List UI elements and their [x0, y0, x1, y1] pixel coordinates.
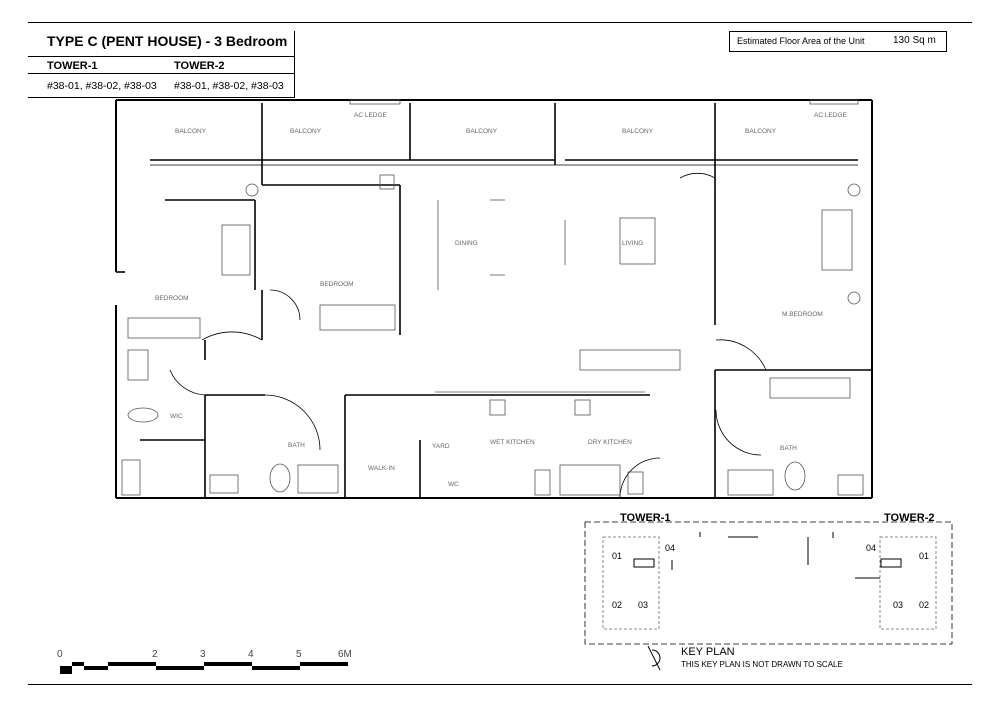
- room-label-dry-kitchen: DRY KITCHEN: [588, 439, 632, 446]
- key-plan: [585, 512, 952, 670]
- scale-label-3: 3: [200, 649, 206, 660]
- scale-label-6m: 6M: [338, 649, 352, 660]
- room-label-yard: YARD: [432, 443, 450, 450]
- room-label-living: LIVING: [622, 240, 644, 247]
- key-plan-title: KEY PLAN: [681, 646, 735, 658]
- key-plan-tower1-label: TOWER-1: [620, 512, 671, 524]
- room-label-bath-2: BATH: [780, 445, 797, 452]
- unit-type-title: TYPE C (PENT HOUSE) - 3 Bedroom: [47, 33, 288, 49]
- room-label-walk-in: WALK-IN: [368, 465, 395, 472]
- room-label-master-bedroom: M.BEDROOM: [782, 311, 823, 318]
- room-label-balcony-5: BALCONY: [745, 128, 777, 135]
- tower2-heading: TOWER-2: [174, 60, 225, 72]
- key-plan-t1-02: 02: [612, 600, 623, 610]
- room-label-balcony-2: BALCONY: [290, 128, 322, 135]
- room-label-balcony-3: BALCONY: [466, 128, 498, 135]
- tower1-heading: TOWER-1: [47, 60, 98, 72]
- scale-bar-segments: [60, 662, 348, 674]
- key-plan-note: THIS KEY PLAN IS NOT DRAWN TO SCALE: [681, 660, 843, 669]
- balcony-rail: [150, 160, 858, 165]
- room-label-bedroom-2: BEDROOM: [320, 281, 354, 288]
- doors: [170, 173, 766, 498]
- scale-bar: [57, 649, 352, 674]
- room-label-bedroom-1: BEDROOM: [155, 295, 189, 302]
- scale-label-0: 0: [57, 649, 63, 660]
- key-plan-t1-03: 03: [638, 600, 649, 610]
- room-label-ac-ledge-1: AC LEDGE: [354, 112, 387, 119]
- room-label-wet-kitchen: WET KITCHEN: [490, 439, 535, 446]
- room-label-bath-1: BATH: [288, 442, 305, 449]
- room-label-dining: DINING: [455, 240, 478, 247]
- scale-label-4: 4: [248, 649, 254, 660]
- scale-label-2: 2: [152, 649, 158, 660]
- key-plan-t1-01: 01: [612, 551, 623, 561]
- room-label-wic: WIC: [170, 413, 183, 420]
- key-plan-t2-01: 01: [919, 551, 930, 561]
- tower1-unit-numbers: #38-01, #38-02, #38-03: [47, 80, 157, 92]
- key-plan-t2-02: 02: [919, 600, 930, 610]
- room-label-balcony-1: BALCONY: [175, 128, 207, 135]
- floor-area-label: Estimated Floor Area of the Unit: [737, 36, 865, 46]
- scale-label-5: 5: [296, 649, 302, 660]
- key-plan-frame: [585, 522, 952, 644]
- floor-area-value: 130 Sq m: [893, 35, 936, 46]
- tower2-unit-numbers: #38-01, #38-02, #38-03: [174, 80, 284, 92]
- key-plan-t1-04: 04: [665, 543, 676, 553]
- room-label-ac-ledge-2: AC LEDGE: [814, 112, 847, 119]
- room-labels: [155, 112, 848, 488]
- key-plan-tower2-label: TOWER-2: [884, 512, 935, 524]
- north-arrow-icon: [648, 646, 660, 670]
- room-label-balcony-4: BALCONY: [622, 128, 654, 135]
- room-label-wc: WC: [448, 481, 459, 488]
- key-plan-t2-03: 03: [893, 600, 904, 610]
- key-plan-t2-04: 04: [866, 543, 877, 553]
